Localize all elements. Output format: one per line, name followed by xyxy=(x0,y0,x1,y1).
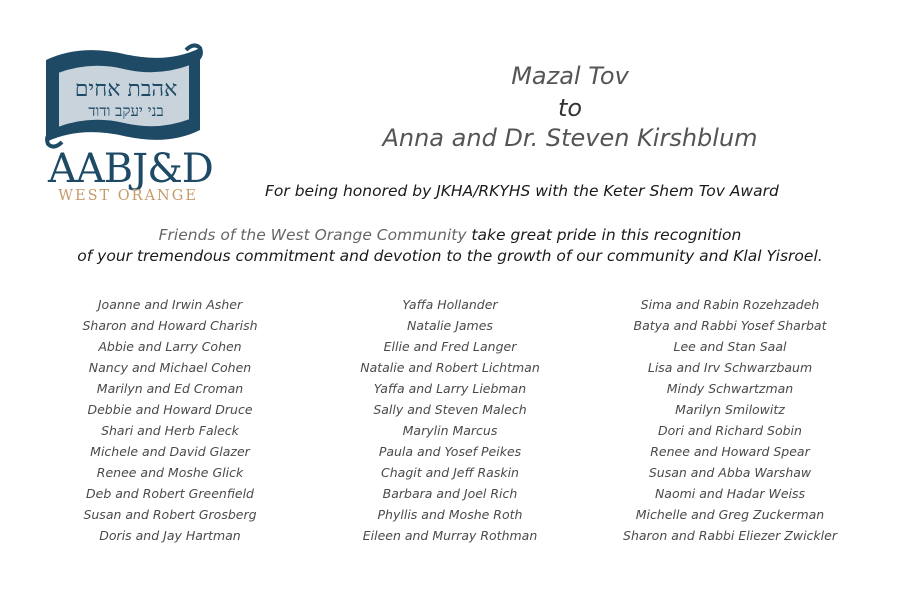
list-item: Renee and Moshe Glick xyxy=(96,465,244,480)
list-item: Michelle and Greg Zuckerman xyxy=(635,507,825,522)
list-item: Deb and Robert Greenfield xyxy=(86,486,254,501)
list-item: Lee and Stan Saal xyxy=(673,339,787,354)
list-item: Sharon and Rabbi Eliezer Zwickler xyxy=(623,528,837,543)
logo-mark: AABJ&D xyxy=(48,146,213,192)
list-item: Naomi and Hadar Weiss xyxy=(654,486,806,501)
honoree-names: Anna and Dr. Steven Kirshblum xyxy=(382,124,758,152)
list-item: Paula and Yosef Peikes xyxy=(378,444,522,459)
list-item: Chagit and Jeff Raskin xyxy=(381,465,519,480)
names-column-1 xyxy=(70,294,270,546)
list-item: Sharon and Howard Charish xyxy=(82,318,258,333)
list-item: Marylin Marcus xyxy=(402,423,498,438)
list-item: Doris and Jay Hartman xyxy=(99,528,241,543)
heading-to: to xyxy=(557,94,583,122)
names-column-2 xyxy=(340,294,560,546)
list-item: Marilyn Smilowitz xyxy=(675,402,785,417)
list-item: Phyllis and Moshe Roth xyxy=(377,507,523,522)
list-item: Yaffa Hollander xyxy=(402,297,498,312)
list-item: Debbie and Howard Druce xyxy=(87,402,253,417)
list-item: Natalie and Robert Lichtman xyxy=(360,360,540,375)
list-item: Susan and Abba Warshaw xyxy=(648,465,812,480)
list-item: Yaffa and Larry Liebman xyxy=(373,381,527,396)
list-item: Susan and Robert Grosberg xyxy=(83,507,257,522)
list-item: Shari and Herb Faleck xyxy=(101,423,239,438)
logo-hebrew-line2: בני יעקב ודוד xyxy=(88,102,164,120)
list-item: Renee and Howard Spear xyxy=(650,444,810,459)
logo-subtitle: WEST ORANGE xyxy=(58,188,198,204)
list-item: Michele and David Glazer xyxy=(90,444,250,459)
list-item: Joanne and Irwin Asher xyxy=(97,297,243,312)
scroll-banner-icon xyxy=(40,38,208,160)
logo-hebrew-line1: אהבת אחים xyxy=(74,77,178,102)
list-item: Nancy and Michael Cohen xyxy=(88,360,252,375)
pride-line-1 xyxy=(0,226,900,244)
friends-highlight: Friends of the West Orange Community xyxy=(158,226,467,244)
pride-line-1-rest: take great pride in this recognition xyxy=(466,226,742,244)
list-item: Eileen and Murray Rothman xyxy=(362,528,538,543)
list-item: Ellie and Fred Langer xyxy=(383,339,517,354)
synagogue-logo xyxy=(40,38,213,206)
pride-line-2: of your tremendous commitment and devotion to the growth of our community and Klal Yisroel. xyxy=(77,247,823,265)
list-item: Dori and Richard Sobin xyxy=(658,423,802,438)
list-item: Lisa and Irv Schwarzbaum xyxy=(647,360,813,375)
list-item: Marilyn and Ed Croman xyxy=(96,381,244,396)
list-item: Natalie James xyxy=(407,318,493,333)
list-item: Sima and Rabin Rozehzadeh xyxy=(640,297,820,312)
list-item: Sally and Steven Malech xyxy=(373,402,527,417)
names-column-3 xyxy=(610,294,850,546)
list-item: Mindy Schwartzman xyxy=(666,381,794,396)
list-item: Abbie and Larry Cohen xyxy=(98,339,242,354)
award-line: For being honored by JKHA/RKYHS with the Keter Shem Tov Award xyxy=(265,182,779,200)
list-item: Batya and Rabbi Yosef Sharbat xyxy=(633,318,827,333)
heading-mazal-tov: Mazal Tov xyxy=(511,62,629,90)
list-item: Barbara and Joel Rich xyxy=(382,486,518,501)
